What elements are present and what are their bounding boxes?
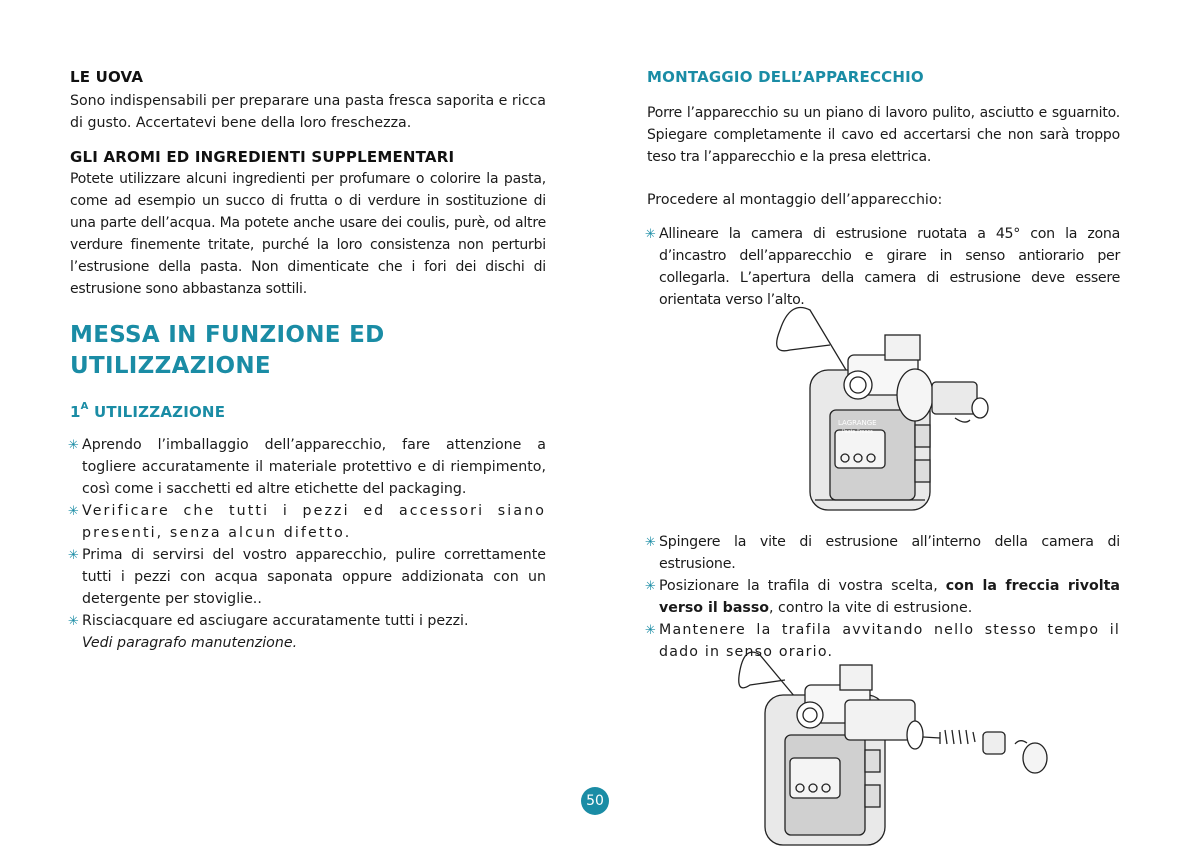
asterisk-icon: ✳ <box>645 535 656 550</box>
assembly-figure-2 <box>735 640 1075 850</box>
list-item: ✳ Posizionare la trafila di vostra scelta, con la freccia rivolta verso il basso, contro la vite di estrusione. <box>645 578 1120 616</box>
arrow-down-emphasis: con la freccia rivolta verso il basso <box>659 578 1120 616</box>
machine-drawing-1 <box>777 308 988 511</box>
asterisk-icon: ✳ <box>645 623 658 638</box>
first-use-superscript: A <box>80 401 89 412</box>
assembly-figure-1 <box>770 300 1010 520</box>
list-item: ✳ Verificare che tutti i pezzi ed accessori siano presenti, senza alcun difetto. <box>68 503 546 541</box>
aromas-heading: GLI AROMI ED INGREDIENTI SUPPLEMENTARI <box>70 148 455 166</box>
list-item: ✳ Risciacquare ed asciugare accuratamente tutti i pezzi. Vedi paragrafo manutenzione. <box>68 613 469 651</box>
page-number-badge: 50 <box>581 787 609 815</box>
first-use-heading <box>70 403 225 421</box>
section-title-line2: UTILIZZAZIONE <box>70 353 271 379</box>
asterisk-icon: ✳ <box>68 438 79 453</box>
list-item: ✳ Prima di servirsi del vostro apparecchio, pulire correttamente tutti i pezzi con acqua saponata oppure addizionata con un detergente per stoviglie.. <box>68 547 546 607</box>
brand-label: LAGRANGE <box>838 419 877 427</box>
machine-drawing-2 <box>739 652 1047 845</box>
first-use-title: UTILIZZAZIONE <box>94 403 226 421</box>
asterisk-icon: ✳ <box>645 579 656 594</box>
section-title-line1: MESSA IN FUNZIONE ED <box>70 322 385 348</box>
procedure-text: Procedere al montaggio dell’apparecchio: <box>647 192 943 208</box>
list-item: ✳ Aprendo l’imballaggio dell’apparecchio, fare attenzione a togliere accuratamente il materiale protettivo e di riempimento, così come i sacchetti ed altre etichette del packaging. <box>68 437 546 497</box>
list-item: ✳ Spingere la vite di estrusione all’interno della camera di estrusione. <box>645 534 1120 572</box>
asterisk-icon: ✳ <box>68 614 79 629</box>
asterisk-icon: ✳ <box>68 548 79 563</box>
eggs-paragraph: Sono indispensabili per preparare una pasta fresca saporita e ricca di gusto. Accertatevi bene della loro freschezza. <box>70 93 546 131</box>
assembly-paragraph: Porre l’apparecchio su un piano di lavoro pulito, asciutto e sguarnito. Spiegare completamente il cavo ed accertarsi che non sarà troppo teso tra l’apparecchio e la presa elettrica. <box>647 105 1120 165</box>
model-label: Pasta Fresca <box>842 429 874 435</box>
step1-list <box>647 223 1120 311</box>
list-item: ✳ Allineare la camera di estrusione ruotata a 45° con la zona d’incastro dell’apparecchio e girare in senso antiorario per collegarla. L’apertura della camera di estrusione deve essere orientata verso l’alto. <box>645 226 1120 308</box>
list-item: ✳ Mantenere la trafila avvitando nello stesso tempo il dado in senso orario. <box>645 622 1120 660</box>
eggs-heading: LE UOVA <box>70 68 144 86</box>
asterisk-icon: ✳ <box>645 227 656 242</box>
maintenance-note: Vedi paragrafo manutenzione. <box>82 635 298 651</box>
first-use-number: 1 <box>70 403 81 421</box>
assembly-heading: MONTAGGIO DELL’APPARECCHIO <box>647 68 924 86</box>
first-use-list <box>70 434 546 654</box>
section-title <box>70 320 385 382</box>
asterisk-icon: ✳ <box>68 504 81 519</box>
aromas-paragraph: Potete utilizzare alcuni ingredienti per profumare o colorire la pasta, come ad esempio un succo di frutta o di verdure in sostituzione di una parte dell’acqua. Ma potete anche usare dei coulis, purè, od altre verdure finemente tritate, purché la loro consistenza non perturbi l’estrusione della pasta. Non dimenticate che i fori dei dischi di estrusione sono abbastanza sottili. <box>70 171 546 297</box>
